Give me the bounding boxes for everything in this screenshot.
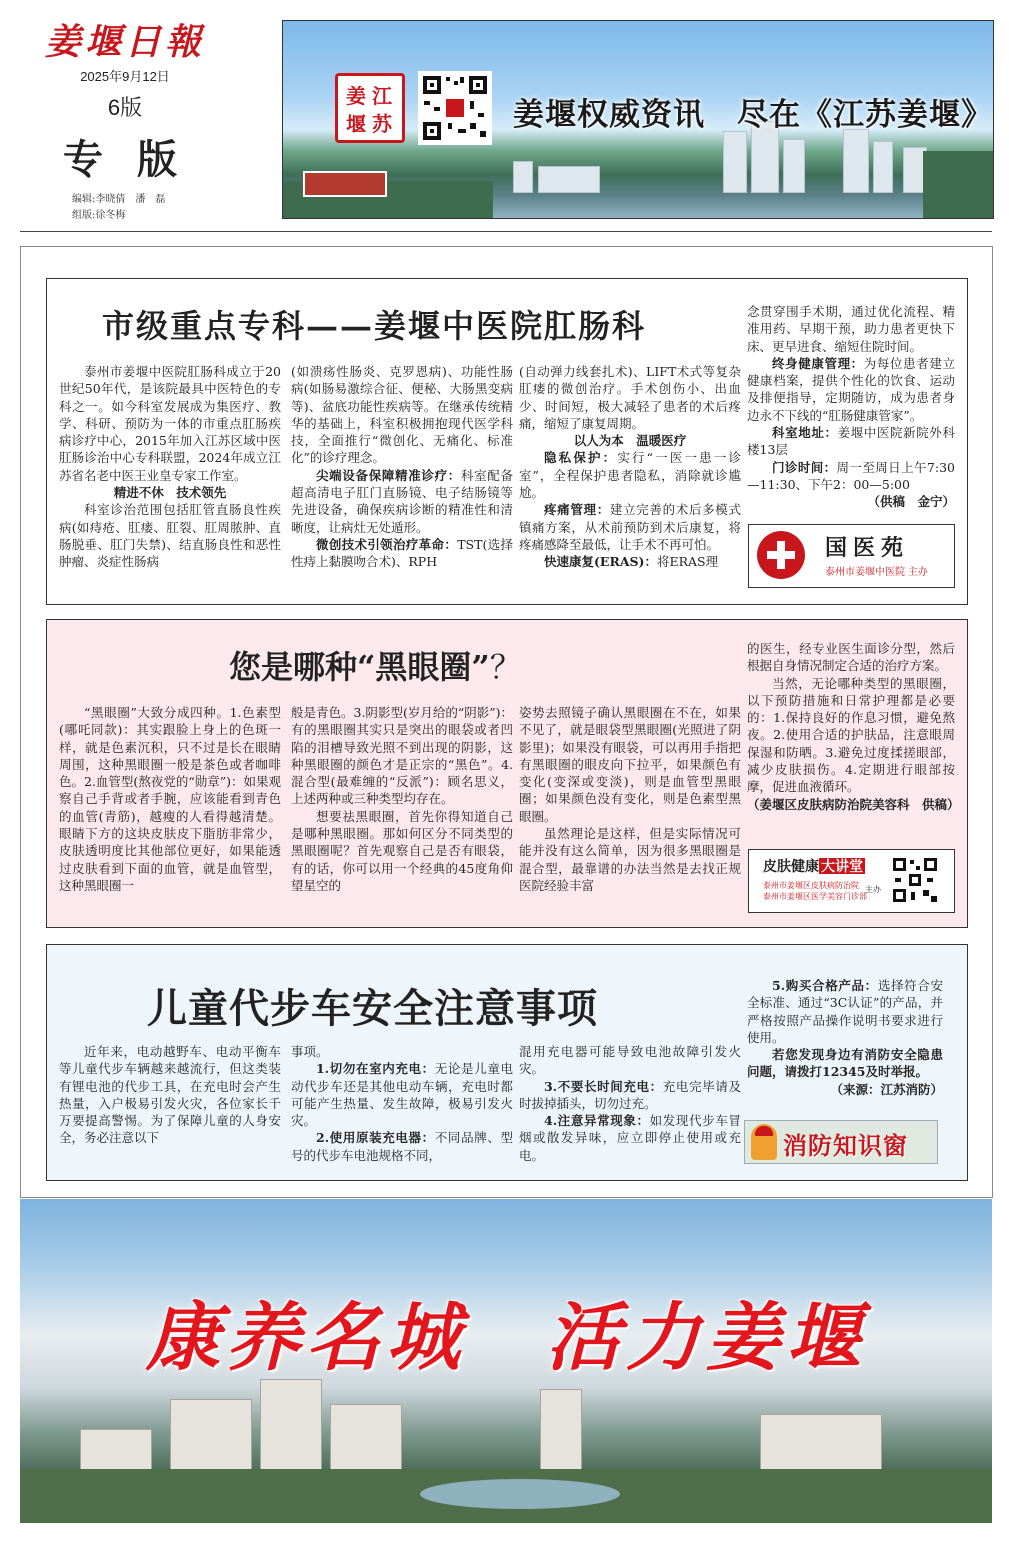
article-source: （供稿 金宁） <box>867 494 955 510</box>
paragraph: 当然，无论哪种类型的黑眼圈，以下预防措施和日常护理都是必要的：1.保持良好的作息习惯，避免熬夜。2.使用合适的护肤品，注意眼周保湿和防晒。3.避免过度揉搓眼部，减少皮肤损伤。4.定期进行眼部按摩，促进血液循环。 <box>747 675 955 795</box>
badge-title: 国医苑 <box>825 535 910 561</box>
paragraph: 姿势去照镜子确认黑眼圈在不在，如果不见了，就是眼袋型黑眼圈(光照进了阴影里)；如果没有眼袋，可以再用手指把有黑眼圈的眼皮向下拉平，如果颜色有变化(变深或变淡)，则是血管型黑眼圈；如果颜色没有变化，则是色素型黑眼圈。 <box>519 705 741 824</box>
trees-decoration-right <box>923 151 993 218</box>
badge-title: 消防知识窗 <box>783 1133 908 1160</box>
inline-heading: 微创技术引领治疗革命： <box>316 536 458 552</box>
article-source: （姜堰区皮肤病防治院美容科 供稿） <box>747 796 960 812</box>
bottom-slogan: 康养名城 活力姜堰 <box>146 1295 866 1381</box>
paragraph: 想要祛黑眼圈，首先你得知道自己是哪种黑眼圈。那如何区分不同类型的黑眼圈呢？首先观察自己是否有眼袋，有的话，你可以用一个经典的45度角仰望星空的 <box>291 808 513 893</box>
newspaper-logo: 姜堰日報 <box>44 21 205 63</box>
header-divider <box>20 231 992 232</box>
paragraph: 虽然理论是这样，但是实际情况可能并没有这么简单，因为很多黑眼圈是混合型，最靠谱的办法当然是去找正规医院经验丰富 <box>519 826 741 893</box>
paragraph: 混用充电器可能导致电池故障引发火灾。 <box>519 1044 741 1077</box>
paragraph: TST(选择性痔上黏膜吻合术)、RPH <box>291 536 513 570</box>
article-column-2 <box>291 1043 513 1164</box>
paragraph: 无论是儿童电动代步车还是其他电动车辆，充电时都可能产生热量、发生故障，极易引发火灾。 <box>291 1061 513 1129</box>
qr-code-icon[interactable] <box>891 856 939 904</box>
article-title: 市级重点专科——姜堰中医院肛肠科 <box>102 307 647 345</box>
inline-heading: 尖端设备保障精准诊疗： <box>316 467 461 483</box>
paragraph: (自动弹力线套扎术)、LIFT术式等复杂肛瘘的微创治疗。手术创伤小、出血少、时间短，极大减轻了患者的术后疼痛，缩短了康复周期。 <box>519 364 741 431</box>
section-title: 专 版 <box>63 136 187 183</box>
hours-label: 门诊时间： <box>772 459 837 475</box>
bottom-banner <box>20 1199 992 1523</box>
badge-host: 主办 <box>865 885 881 894</box>
article-dark-circles <box>46 619 968 928</box>
issue-date: 2025年9月12日 <box>80 69 170 84</box>
paragraph: 不同品牌、型号的代步车电池规格不同， <box>291 1130 513 1163</box>
subheading: 精进不休 技术领先 <box>113 485 227 501</box>
article-title: 您是哪种“黑眼圈”？ <box>229 648 522 686</box>
hospital-emblem-icon <box>757 531 805 579</box>
article-child-scooter-safety <box>46 944 968 1181</box>
fire-safety-badge <box>744 1120 938 1164</box>
badge-organizers: 泰州市姜堰区皮肤病防治院 泰州市姜堰区医学美容门诊部 <box>763 881 867 901</box>
paragraph: 科室配备超高清电子肛门直肠镜、电子结肠镜等先进设备，确保疾病诊断的精准性和清晰度，让病灶无处遁形。 <box>291 467 513 535</box>
article-column-2 <box>291 704 513 894</box>
article-column-1 <box>59 1043 281 1147</box>
article-column-4 <box>747 303 955 511</box>
address-label: 科室地址： <box>772 425 838 441</box>
skin-health-badge <box>748 849 955 913</box>
paragraph: (如溃疡性肠炎、克罗恩病)、功能性肠病(如肠易激综合征、便秘、大肠黑变病等)、盆底功能性疾病等。在继承传统精华的基础上，科室积极拥抱现代医学科技，全面推行“微创化、无痛化、标准化”的诊疗理念。 <box>291 364 513 466</box>
paragraph: 念贯穿围手术期，通过优化流程、精准用药、早期干预，助力患者更快下床、更早进食、缩短住院时间。 <box>747 304 955 354</box>
firefighter-mascot-icon <box>751 1124 777 1160</box>
inline-heading: 疼痛管理： <box>544 502 610 518</box>
qr-code-icon[interactable] <box>418 71 492 145</box>
layout-line: 组版:徐冬梅 <box>72 210 126 221</box>
article-proctology <box>46 278 968 605</box>
pavilion-icon <box>303 171 387 197</box>
article-source: （来源：江苏消防） <box>830 1081 943 1097</box>
article-column-4 <box>747 640 960 813</box>
editors-line: 编辑:李晓倩 潘 磊 <box>72 194 166 205</box>
inline-heading: 4.注意异常现象： <box>544 1113 650 1129</box>
paragraph: 般是青色。3.阴影型(岁月给的“阴影”)：有的黑眼圈其实只是突出的眼袋或者凹陷的泪槽导致光照不到出现的阴影，这种黑眼圈的颜色才是正宗的“黑色”。4.混合型(最难缠的“反派”)：顾名思义，上述两种或三种类型均存在。 <box>291 705 513 807</box>
paragraph: 实行“一医一患一诊室”，全程保护患者隐私，消除就诊尴尬。 <box>519 450 741 501</box>
guoyiyuan-badge <box>748 524 955 588</box>
top-banner <box>282 20 994 219</box>
paragraph: 选择符合安全标准、通过“3C认证”的产品，并严格按照产品操作说明书要求进行使用。 <box>747 978 943 1045</box>
paragraph: 科室诊治范围包括肛管直肠良性疾病(如痔疮、肛瘘、肛裂、肛周脓肿、直肠脱垂、肛门失禁)、结直肠良性和恶性肿瘤、炎症性肠病 <box>59 502 281 570</box>
badge-subtitle: 泰州市姜堰中医院 主办 <box>825 567 928 578</box>
inline-heading: 5.购买合格产品： <box>772 978 878 993</box>
hours: 周一至周日上午7:30—11:30、下午2：00—5:00 <box>747 459 955 492</box>
badge-title: 皮肤健康 大讲堂 <box>763 858 863 874</box>
address: 姜堰中医院新院外科楼13层 <box>747 425 955 458</box>
water-feature <box>420 1479 620 1509</box>
article-column-3 <box>519 1043 741 1164</box>
article-column-1 <box>59 704 281 894</box>
paragraph: 将ERAS理 <box>656 554 719 570</box>
article-title: 儿童代步车安全注意事项 <box>147 985 598 1032</box>
article-column-1 <box>59 363 281 571</box>
paragraph: 建立完善的术后多模式镇痛方案，从术前预防到术后康复，将疼痛感降至最低，让手术不再可怕。 <box>519 502 741 552</box>
inline-heading: 1.切勿在室内充电： <box>316 1061 435 1077</box>
inline-heading: 3.不要长时间充电： <box>544 1078 663 1094</box>
paragraph: 若您发现身边有消防安全隐患问题，请拨打12345及时举报。 <box>747 1047 943 1080</box>
banner-slogan: 姜堰权威资讯 尽在《江苏姜堰》 <box>513 97 993 133</box>
inline-heading: 2.使用原装充电器： <box>316 1130 435 1146</box>
paragraph: 为每位患者建立健康档案，提供个性化的饮食、运动及排便指导，定期随访，成为患者身边永不下线的“肛肠健康管家”。 <box>747 355 955 423</box>
paragraph: 近年来，电动越野车、电动平衡车等儿童代步车辆越来越流行，但这类装有锂电池的代步工具，在充电时会产生热量，入户极易引发火灾，各位家长千万要提高警惕。为了保障儿童的人身安全，务必注意以下 <box>59 1044 281 1146</box>
inline-heading: 快速康复(ERAS)： <box>544 554 657 570</box>
paragraph: 泰州市姜堰中医院肛肠科成立于20世纪50年代，是该院最具中医特色的专科之一。如今科室发展成为集医疗、教学、科研、预防为一体的市重点肛肠疾病诊疗中心，2015年加入江苏区域中医肛肠诊治中心专科联盟，2024年成立江苏省名老中医王业皇专家工作室。 <box>59 364 281 483</box>
paragraph: 事项。 <box>291 1044 329 1059</box>
article-column-3 <box>519 704 741 894</box>
paragraph: 的医生，经专业医生面诊分型，然后根据自身情况制定合适的治疗方案。 <box>747 641 955 674</box>
paragraph: 充电完毕请及时拔掉插头，切勿过充。 <box>519 1078 741 1111</box>
editor-credits <box>72 192 165 224</box>
article-column-4 <box>747 977 943 1098</box>
page-number: 6版 <box>107 95 143 120</box>
subheading: 以人为本 温暖医疗 <box>573 433 687 449</box>
jiangsu-jiangyan-seal-icon: 江 苏 姜 堰 <box>335 73 405 143</box>
paragraph: “黑眼圈”大致分成四种。1.色素型(哪吒同款)：其实跟脸上身上的色斑一样，就是色素沉积，只不过是长在眼睛周围，这种黑眼圈一般是茶色或者咖啡色。2.血管型(熬夜党的“勋章”)：如果观察自己手背或者手腕，应该能看到青色的血管(青筋)，越瘦的人看得越清楚。眼睛下方的这块皮肤皮下脂肪非常少，皮肤透明度比其他部位更好，如果能透过皮肤看到下面的血管，就是血管型，这种黑眼圈一 <box>59 705 281 893</box>
inline-heading: 隐私保护： <box>544 450 618 466</box>
paragraph: 如发现代步车冒烟或散发异味，应立即停止使用或充电。 <box>519 1113 741 1163</box>
inline-heading: 终身健康管理： <box>772 355 864 371</box>
article-column-3 <box>519 363 741 571</box>
article-column-2 <box>291 363 513 571</box>
